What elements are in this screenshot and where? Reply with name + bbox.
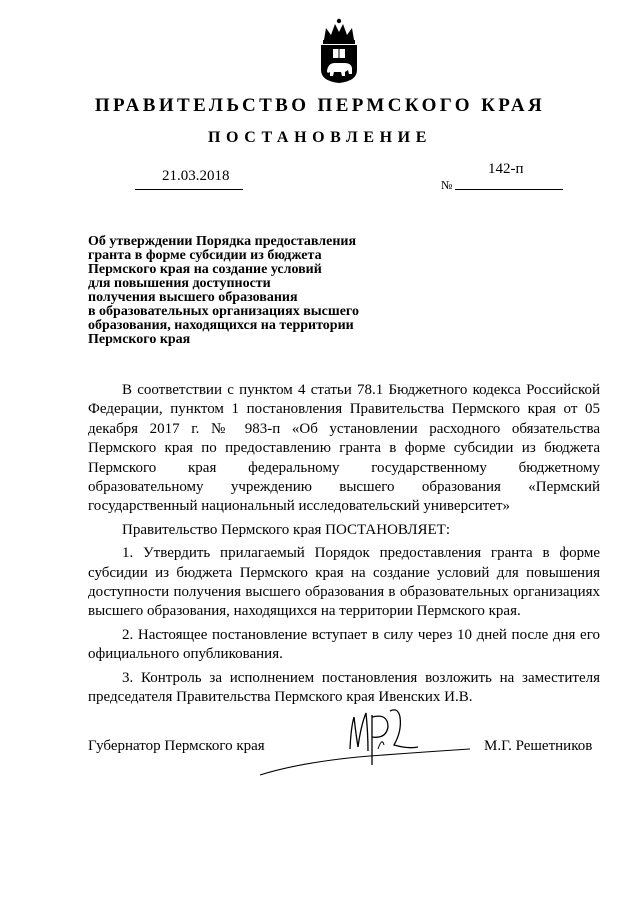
signer-position: Губернатор Пермского края <box>88 738 265 754</box>
document-body <box>88 381 600 708</box>
subject-line: Пермского края на создание условий <box>88 262 322 277</box>
preamble-paragraph: В соответствии с пунктом 4 статьи 78.1 Бюджетного кодекса Российской Федерации, пунктом 1 постановления Правительства Пермского края от 05 декабря 2017 г. № 983-п «Об установлении расходного обязательства Пермского края по предоставлению гранта в форме субсидии из бюджета Пермского края федеральному государственному бюджетному образовательному учреждению высшего образования «Пермский государственный национальный исследовательский университет» <box>88 382 600 515</box>
subject-line: Пермского края <box>88 332 191 347</box>
government-title: ПРАВИТЕЛЬСТВО ПЕРМСКОГО КРАЯ <box>94 95 546 116</box>
resolution-heading: Правительство Пермского края ПОСТАНОВЛЯЕТ: <box>122 521 451 538</box>
document-date: 21.03.2018 <box>162 168 230 184</box>
document-subject <box>88 235 408 347</box>
subject-line: гранта в форме субсидии из бюджета <box>88 248 322 263</box>
subject-line: для повышения доступности <box>88 276 271 291</box>
subject-line: в образовательных организациях высшего <box>88 304 359 319</box>
clause-2: 2. Настоящее постановление вступает в силу через 10 дней после дня его официального опубликования. <box>88 626 600 663</box>
number-underline <box>455 189 563 190</box>
clause-3: 3. Контроль за исполнением постановления возложить на заместителя председателя Правительства Пермского края Ивенских И.В. <box>88 669 600 706</box>
date-underline <box>135 189 243 190</box>
coat-of-arms-icon <box>318 18 360 84</box>
clause-1: 1. Утвердить прилагаемый Порядок предоставления гранта в форме субсидии из бюджета Пермского края на создание условий для повышения доступности получения высшего образования в образовательных организациях высшего образования, находящихся на территории Пермского края. <box>88 545 600 620</box>
document-number: 142-п <box>488 161 524 177</box>
handwritten-signature-icon <box>258 705 478 785</box>
subject-line: образования, находящихся на территории <box>88 318 354 333</box>
signer-name: М.Г. Решетников <box>484 738 593 754</box>
number-label: № <box>441 178 453 192</box>
subject-line: Об утверждении Порядка предоставления <box>88 234 357 249</box>
subject-line: получения высшего образования <box>88 290 298 305</box>
document-type: ПОСТАНОВЛЕНИЕ <box>208 129 432 146</box>
